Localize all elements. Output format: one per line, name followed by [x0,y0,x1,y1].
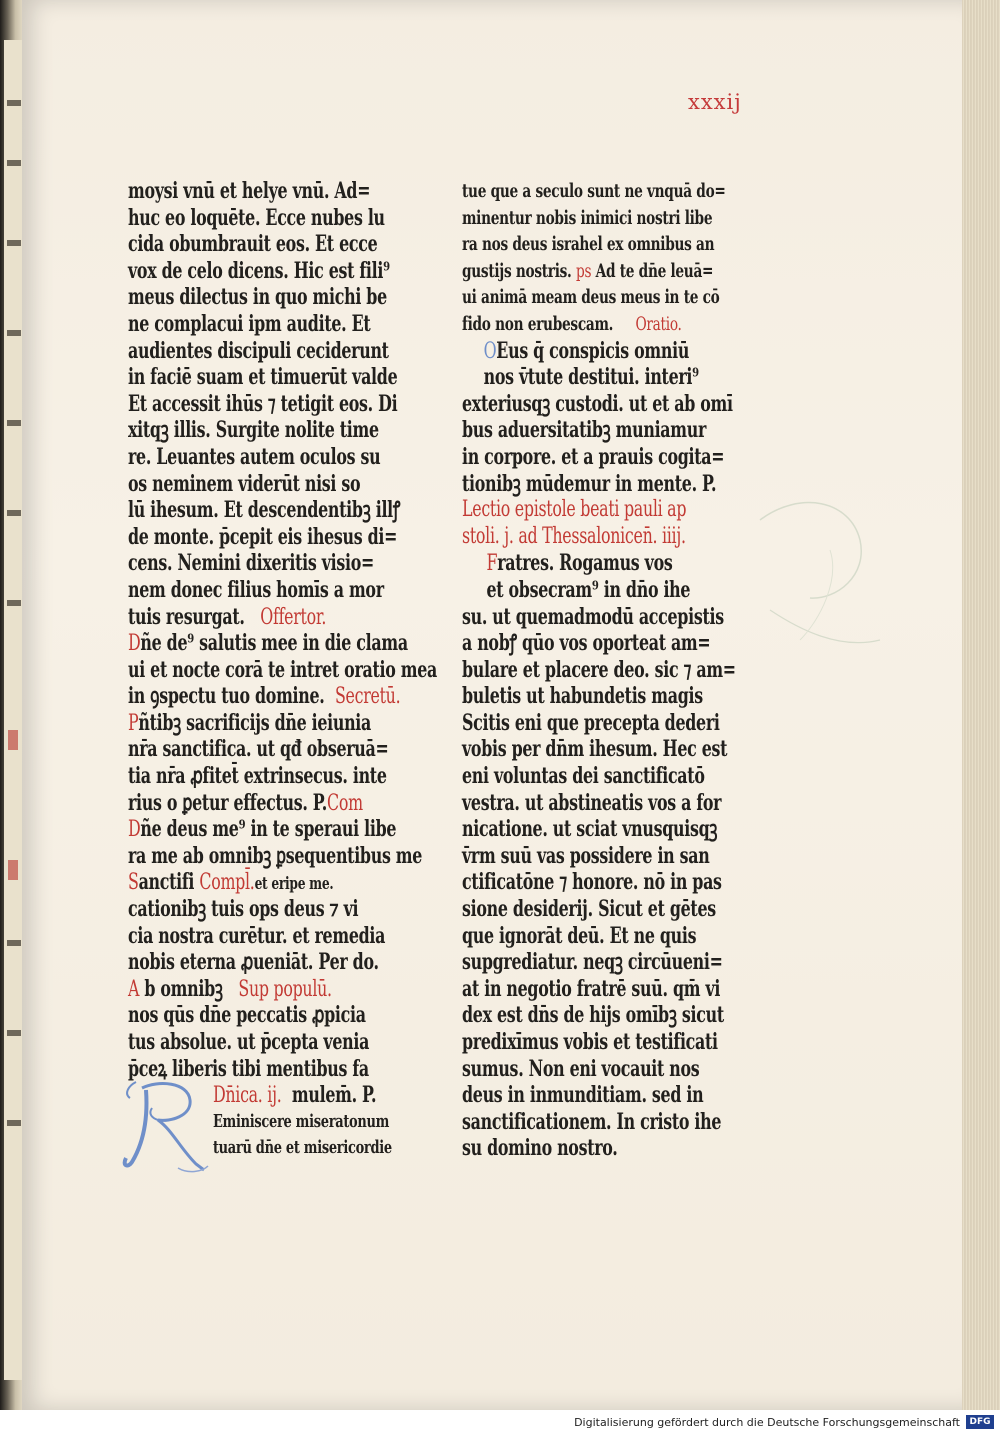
text-line: et obsecram⁹ in dn̄o ihe [486,576,691,603]
rubric-communion: Com [327,790,363,816]
digitization-credit: Digitalisierung gefördert durch die Deutsche Forschungsgemeinschaft [574,1416,960,1429]
text-line: vobis per dn̄m ihesum. Hec est [462,736,728,763]
text-line: su. ut quemadmodū accepistis [462,603,724,630]
text-line: p̄ceꝝ liberis tibi mentibus fa [128,1055,369,1082]
left-text-column [128,178,437,1162]
text-line-offertory [128,604,437,631]
text-segment: in ꝯspectu tuo domine. [128,683,325,710]
text-line: de monte. p̄cepit eis ihesus di= [128,523,398,550]
text-line: Scitis eni que precepta dederi [462,709,720,736]
text-line: moysi vnū et helye vnū. Ad= [128,178,371,204]
text-line [128,710,437,737]
text-line: vox de celo dicens. Hic est fili⁹ [128,257,390,284]
initial-p: P [128,710,139,736]
rubric-lectio-line-1: Lectio epistole beati pauli ap [462,497,687,523]
text-line: tuarū dn̄e et misericordie [212,1137,392,1159]
text-line: os neminem viderūt nisi so [128,470,361,497]
text-line: nr̄a sanctifica. ut qđ obseruā= [128,736,389,763]
right-text-column [462,178,736,1162]
rubric-secret: Secretū. [334,684,401,710]
text-line: a nobꝭ qūo vos oporteat am= [462,630,711,657]
text-line: ui animā meam deus meus in te cō [462,286,720,309]
text-line: predixīmus vobis et testificati [462,1029,718,1055]
text-line: in corpore. et a prauis cogita= [462,443,725,470]
text-line: re. Leuantes autem oculos su [128,443,381,470]
decorated-initial-r-icon [118,1078,210,1174]
text-line: bulare et placere deo. sic ⁊ am= [462,656,736,683]
text-line: dex est dn̄s de hijs omībꝫ sicut [462,1002,724,1029]
text-line: nobis eterna ꝓueniāt. Per do. [128,949,379,976]
text-line: ui et nocte corā te intret oratio mea [128,656,437,683]
initial-s: S [128,870,139,896]
text-line-oratio [462,311,736,338]
text-segment: ñe de⁹ salutis mee in die clama [140,630,408,657]
text-line: ra nos deus israhel ex omnibus an [462,233,715,256]
text-segment: ratres. Rogamus vos [497,550,673,577]
marginal-sketch-icon [740,480,890,680]
text-segment: et eripe me. [254,874,334,895]
text-line: nos v̄tute destitui. interi⁹ [483,364,699,391]
text-line: nos qūs dn̄e peccatis ꝓpicia [128,1002,366,1029]
rubric-offertory: Offertor. [260,604,327,630]
text-line: cationibꝫ tuis ops deus ⁊ vi [128,896,359,923]
text-line: cida obumbrauit eos. Et ecce [128,231,378,258]
text-line: cens. Nemini dixeritis visio= [128,550,374,577]
text-line: tionibꝫ mūdemur in mente. P. [462,470,717,497]
text-line: sumus. Non eni vocauit nos [462,1055,700,1082]
initial-a: A [128,976,140,1002]
text-line-communion [128,790,437,817]
text-line: exteriusqꝫ custodi. ut et ab omī [462,390,733,417]
text-line-psalm [462,258,736,285]
initial-d-2: D [128,817,141,843]
text-line: tue que a seculo sunt ne vnquā do= [462,180,726,202]
text-line [128,816,437,843]
text-line: Et accessit ihūs ⁊ tetigit eos. Di [128,390,398,417]
text-line: sanctificationem. In cristo ihe [462,1108,722,1135]
text-line: meus dilectus in quo michi be [128,284,387,311]
text-line: huc eo loquēte. Ecce nubes lu [128,204,385,231]
rubric-psalm: ps [575,259,592,282]
text-line: sione desiderij. Sicut et gētes [462,896,716,923]
text-segment: Ad te dn̄e leuā= [595,259,714,282]
text-line: ctificatōne ⁊ honore. nō in pas [462,869,722,896]
text-segment: fido non erubescam. [462,312,614,335]
text-line: at in negotio fratrē suū. qm̄ vi [462,975,721,1002]
initial-d: D [128,631,141,657]
text-segment: tuis resurgat. [128,603,245,630]
initial-o: O [483,338,497,364]
dfg-logo: DFG [966,1415,994,1429]
text-line: nicatione. ut sciat vnusquisqꝫ [462,816,718,843]
text-line-complenda [128,869,437,896]
previous-page-fragment [4,40,24,1380]
text-line: vestra. ut abstineatis vos a for [462,789,722,816]
text-line: deus in inmunditiam. sed in [462,1082,704,1109]
folio-number: xxxij [688,90,742,114]
text-line: xitqꝫ illis. Surgite nolite time [128,417,379,444]
text-line [462,338,736,365]
text-line: cia nostra curētur. et remedia [128,922,386,949]
text-line: ra me ab omnibꝫ ꝑsequentibus me [128,842,423,869]
rubric-super-populum: Sup populū. [238,976,332,1002]
text-line [462,550,736,577]
text-line: eni voluntas dei sanctificatō [462,763,705,790]
text-segment: Eus q̄ conspicis omniū [496,337,690,364]
text-segment: mulem̄. P. [291,1082,377,1109]
text-line: supgrediatur. neqꝫ circūueni= [462,949,723,976]
text-segment: gustijs nostris. [462,259,572,282]
rubric-lectio-line-2: stoli. j. ad Thessalonicen̄. iiij. [462,523,686,549]
text-segment: rius o ꝑetur effectus. P. [128,789,328,816]
initial-f: F [486,551,498,577]
text-line: tia nr̄a ꝓfitet̄ extrinsecus. inte [128,763,387,790]
rubric-dominica: Dn̄ica. ij. [212,1083,282,1109]
text-line: in faciē suam et timuerūt valde [128,364,398,391]
rubric-oratio: Oratio. [635,312,682,335]
text-line: ne complacui ipm audite. Et [128,310,371,337]
text-line: buletis ut habundetis magis [462,683,703,710]
text-segment: b omnibꝫ [144,975,223,1002]
text-segment: ñe deus me⁹ in te speraui libe [140,816,397,843]
text-line-secret [128,683,437,710]
text-segment: anctifi [138,869,195,896]
page-fore-edge [962,0,1000,1410]
text-line: tus absolue. ut p̄cepta venia [128,1029,370,1055]
text-line: audientes discipuli ceciderunt [128,337,389,364]
rubric-complenda: Compl̄. [199,870,255,896]
text-line: bus aduersitatibꝫ muniamur [462,417,707,444]
text-line: su domino nostro. [462,1135,618,1162]
text-line: minentur nobis inimici nostri libe [462,206,713,229]
text-line-super-populum [128,976,437,1003]
text-line [128,630,437,657]
text-line: nem donec filius homīs a mor [128,576,384,603]
text-line: v̄rm suū vas possidere in san [462,842,710,869]
text-line: Eminiscere miseratonum [212,1110,390,1132]
text-line: que ignorāt deū. Et ne quis [462,922,697,949]
text-line: lū ihesum. Et descendentibꝫ illꝭ [128,497,401,524]
text-segment: ñtibꝫ sacrificijs dn̄e ieiunia [138,709,372,736]
